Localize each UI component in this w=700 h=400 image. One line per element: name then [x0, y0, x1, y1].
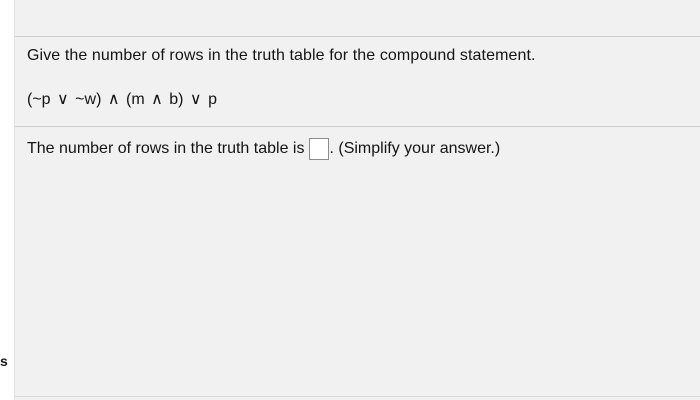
bottom-divider	[15, 396, 700, 397]
answer-prefix: The number of rows in the truth table is	[27, 140, 305, 157]
edge-text-fragment: s	[0, 353, 8, 369]
answer-line	[27, 138, 500, 160]
answer-suffix: . (Simplify your answer.)	[329, 140, 501, 157]
question-panel	[14, 0, 700, 400]
top-divider	[15, 36, 700, 37]
answer-input-box[interactable]	[309, 138, 329, 160]
compound-statement: (~p ∨ ~w) ∧ (m ∧ b) ∨ p	[27, 91, 217, 108]
question-text: Give the number of rows in the truth table for the compound statement.	[27, 47, 536, 64]
section-divider	[15, 126, 700, 127]
